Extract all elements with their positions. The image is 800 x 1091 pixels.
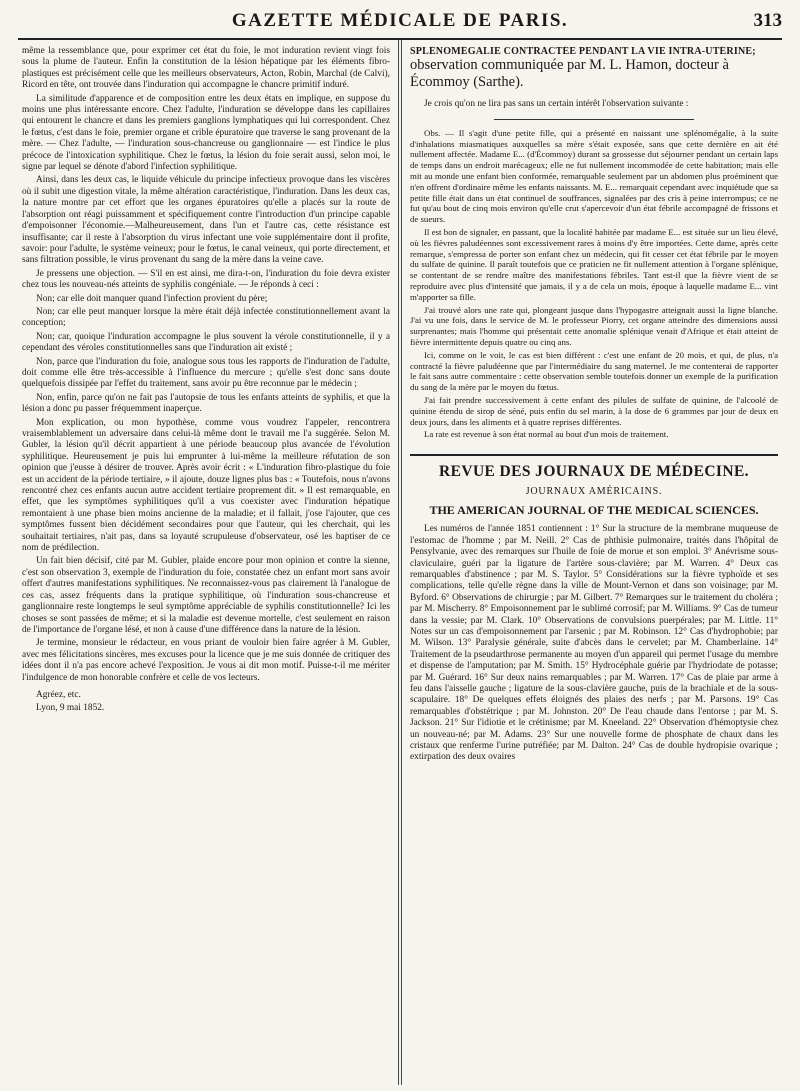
- paragraph: Ainsi, dans les deux cas, le liquide véhicule du principe infectieux provoque dans les viscères où il subit une digestion vitale, la même altération caractéristique, l'induration. Dans les deux cas, la nature montre par cet effort que les organes épuratoires qu'elle a placés sur la route de l'absorption ont réagi puissamment et spécifiquement contre l'introduction d'un principe capable d'empoisonner l'économie.—Malheureusement, dans l'un et l'autre cas, cette résistance est insuffisante; car il reste à l'absorption du virus infectant une voie supplémentaire dont il profite, savoir: pour l'adulte, le système veineux; pour le fœtus, le canal veineux, qui porte directement, et sans filtration possible, le virus provenant du sang de la mère dans la veine cave.: [22, 175, 390, 266]
- journal-name: THE AMERICAN JOURNAL OF THE MEDICAL SCIENCES.: [429, 502, 759, 517]
- page-number: 313: [753, 10, 782, 31]
- section-title: REVUE DES JOURNAUX DE MÉDECINE.: [439, 463, 749, 481]
- paragraph: La similitude d'apparence et de composition entre les deux états en implique, en suppose du moins une plus intéressante encore. Chez l'adulte, l'induration se développe dans les capillaires qui entourent le chancre et dans les premiers ganglions lymphatiques qui lui correspondent. Chez le fœtus, c'est dans le foie, premier organe et crible épuratoire que traverse le sang provenant de la mère. — Chez l'adulte, — l'induration sous-chancreuse ou ganglionnaire — est l'indice le plus précoce de l'intoxication syphilitique. Chez le fœtus, la lésion du foie serait aussi, selon moi, le signe par lequel se dénote d'abord l'infection syphilitique.: [22, 93, 390, 173]
- paragraph: Non; car elle peut manquer lorsque la mère était déjà infectée constitutionnellement avant la conception;: [22, 306, 390, 329]
- paragraph: Non, parce que l'induration du foie, analogue sous tous les rapports de l'induration de l'adulte, doit comme elle être très-accessible à l'influence du mercure ; qu'elle s'est donc sans doute quelquefois dissipée par l'effet du traitement, sans avoir pu être reconnue par le médecin ;: [22, 356, 390, 390]
- observation-author: observation communiquée par M. L. Hamon, docteur à Écommoy (Sarthe).: [410, 57, 729, 91]
- section-rule: [410, 454, 778, 456]
- column-divider: [401, 40, 402, 1085]
- separator: [494, 119, 694, 120]
- paragraph: Non; car elle doit manquer quand l'infection provient du père;: [36, 293, 268, 304]
- paragraph: Mon explication, ou mon hypothèse, comme vous voudrez l'appeler, rencontrera vraisemblablement un adversaire dans celui-là même dont le travail me l'a suggérée. Selon M. Gubler, la lésion qu'il décrit appartient à une période beaucoup plus avancée de l'évolution syphilitique. Heureusement je puis lui emprunter à lui-même la meilleure réfutation de son opinion que j'eusse à désirer de trouver. Après avoir écrit : « L'induration fibro-plastique du foie est un accident de la période tertiaire, » il ajoute, douze lignes plus bas : « Toutefois, nous n'avons rencontré chez ces enfants aucun autre accident tertiaire proprement dit. » Il est remarquable, en effet, que les symptômes syphilitiques qu'il a vus coexister avec l'induration hépatique remontaient à une phase bien moins ancienne de la maladie; et il fallait, j'ose l'ajouter, que ces symptômes fussent bien décidément secondaires pour que l'auteur, qui les cherchait, qui les souhaitait tertiaires, n'ait pas, dans sa loyauté scrupuleuse d'observateur, osé les baptiser de ce nom de prédilection.: [22, 417, 390, 554]
- paragraph: Les numéros de l'année 1851 contiennent : 1° Sur la structure de la membrane muqueuse de l'estomac de l'homme ; par M. Neill. 2° Cas de phthisie pulmonaire, traités dans l'hôpital de Pensylvanie, avec des remarques sur l'huile de foie de morue et son emploi. 3° Anévrisme sous-claviculaire, guéri par la ligature de l'artère sous-clavière; par M. Warren. 4° Deux cas remarquables d'abstinence ; par M. S. Taylor. 5° Considérations sur la fièvre typhoïde et ses complications, telle qu'elle règne dans la ville de Mount-Vernon et dans son voisinage; par M. Byford. 6° Observations de chirurgie ; par M. Gilbert. 7° Remarques sur le traitement du choléra ; par M. Mischerry. 8° Empoisonnement par le sublimé corrosif; par M. Williams. 9° Cas de tumeur dans la vessie; par M. Clark. 10° Observations de convulsions puerpérales; par M. Little. 11° Notes sur un cas d'empoisonnement par l'arsenic ; par M. Robinson. 12° Cas d'hydrophobie; par M. Wilson. 13° Paralysie générale, suite d'abcès dans le cervelet; par M. Chamberlaine. 14° Traitement de la pseudarthrose permanente au moyen d'un appareil qui permet l'usage du membre et dispense de l'amputation; par M. Smith. 15° Hydrocéphale guérie par l'hydriodate de potasse; par M. Guérard. 16° Sur deux nains remarquables ; par M. Warren. 17° Cas de plaie par arme à feu dans l'aisselle gauche ; ligature de la sous-clavière gauche, puis de la brachiale et de la sous-scapulaire. 18° De quelques effets éloignés des plaies des nerfs ; par M. Parsons. 19° Cas remarquables d'obstétrique ; par M. Johnston. 20° De l'eau chaude dans l'entorse ; par M. S. Jackson. 21° Sur l'idiotie et le crétinisme; par M. Kneeland. 22° Observation d'hémoptysie chez un nouveau-né; par M. Adams. 23° Sur une nouvelle forme de phosphate de chaux dans les cristaux que renferme l'urine putréfiée; par M. Dalton. 24° Cas de double hydropisie ovarique ; extirpation des deux ovaires: [410, 524, 778, 763]
- signature: Lyon, 9 mai 1852.: [36, 703, 105, 714]
- page-header: [18, 4, 782, 40]
- left-column: [22, 46, 390, 1083]
- observation-title: SPLÉNOMÉGALIE CONTRACTÉE PENDANT LA VIE INTRA-UTÉRINE;: [410, 46, 756, 57]
- paragraph: Non, enfin, parce qu'on ne fait pas l'autopsie de tous les enfants atteints de syphilis, et que la lésion a donc pu passer fréquemment inaperçue.: [22, 392, 390, 415]
- paragraph: J'ai trouvé alors une rate qui, plongeant jusque dans l'hypogastre atteignait aussi la ligne blanche. J'ai vu une fois, dans le service de M. le professeur Piorry, cet organe atteindre des dimensions aussi surprenantes; mais l'homme qui présentait cette anomalie splénique venait d'Afrique et était atteint de fièvre intermittente depuis quatre ou cinq ans.: [410, 304, 778, 347]
- observation-intro: Je crois qu'on ne lira pas sans un certain intérêt l'observation suivante :: [424, 99, 689, 110]
- paragraph: La rate est revenue à son état normal au bout d'un mois de traitement.: [424, 429, 669, 440]
- closing: Agréez, etc.: [36, 689, 81, 700]
- paragraph: Il est bon de signaler, en passant, que la localité habitée par madame E... est située sur un lieu élevé, où les fièvres paludéennes sont excessivement rares à moins d'y être importées. Cette dame, après cette remarque, s'empressa de porter son enfant chez un médecin, qui fit cesser cet état fébrile par le moyen du sulfate de quinine. Il paraît toutefois que ce praticien ne fit nullement attention à l'organe splénique, se contentant de se rendre maître des manifestations fébriles. Tant est-il que la fièvre vient de se reproduire avec plus d'intensité que jamais, il y a de cela un mois, époque à laquelle madame E... vint m'apporter sa fille.: [410, 226, 778, 302]
- journal-title: GAZETTE MÉDICALE DE PARIS.: [231, 10, 569, 31]
- paragraph: J'ai fait prendre successivement à cette enfant des pilules de sulfate de quinine, de l'alcoolé de quinine étendu de sirop de séné, puis enfin du sel marin, à la dose de 6 grammes par jour de deux en deux jours, dans les aliments et à quatre reprises différentes.: [410, 394, 778, 427]
- section-subtitle: JOURNAUX AMÉRICAINS.: [525, 485, 663, 497]
- paragraph: Non; car, quoique l'induration accompagne le plus souvent la vérole constitutionnelle, il y a cependant des véroles constitutionnelles sans que l'induration ait existé ;: [22, 331, 390, 354]
- paragraph: Je pressens une objection. — S'il en est ainsi, me dira-t-on, l'induration du foie devra exister chez tous les nouveau-nés atteints de syphilis congéniale. — Je réponds à ceci :: [22, 268, 390, 291]
- paragraph: Ici, comme on le voit, le cas est bien différent : c'est une enfant de 20 mois, et qui, de plus, n'a contracté la fièvre paludéenne que par l'intermédiaire du sang maternel. Je me contenterai de rapporter le fait sans autre commentaire : cette observation semble toutefois donner un exemple de la purification du sang de la mère par le moyen du fœtus.: [410, 349, 778, 393]
- paragraph: Je termine, monsieur le rédacteur, en vous priant de vouloir bien faire agréer à M. Gubler, avec mes félicitations sincères, mes excuses pour la licence que je me suis donnée de critiquer des idées dont il n'a pas encore achevé l'exposition. Je vous ai dit mon motif. Puisse-t-il me mériter l'indulgence de mon honorable confrère et celle de vos lecteurs.: [22, 638, 390, 683]
- paragraph: même la ressemblance que, pour exprimer cet état du foie, le mot induration revient vingt fois sous la plume de l'auteur. Enfin la constitution de la lésion hépatique par les éléments fibro-plastiques est précisément celle que les meilleurs observateurs, Acton, Robin, Marchal (de Calvi), Ricord en tête, ont trouvée dans l'induration qui accompagne le chancre primitif induré.: [22, 46, 390, 91]
- right-column: [410, 46, 778, 1083]
- paragraph: Un fait bien décisif, cité par M. Gubler, plaide encore pour mon opinion et contre la sienne, c'est son observation 3, exemple de l'induration du foie, constatée chez un enfant mort sans avoir offert d'autres manifestations syphilitiques. Ne reconnaissez-vous pas clairement là l'analogue de ces cas, assez fréquents dans la pratique syphilitique, où l'induration sous-chancreuse et ganglionnaire reste longtemps le seul symptôme appréciable de syphilis constitutionnelle? Ici les choses se sont passées de même; et si la maladie est devenue mortelle, c'est seulement en raison de l'importance de l'organe lésé, et non à cause d'une différence dans la nature de la lésion.: [22, 556, 390, 635]
- paragraph: Obs. — Il s'agit d'une petite fille, qui a présenté en naissant une splénomégalie, à la suite d'inhalations miasmatiques auxquelles sa mère s'était exposée, sans que cette dernière en ait été nullement affectée. Madame E... (d'Écommoy) durant sa grossesse dut séjourner pendant un certain laps de temps dans un endroit marécageux; elle ne fut nullement incommodée de cette habitation; mais elle mit au monde une enfant bien conformée, remarquable seulement par un abdomen plus proéminent que n'en offrent d'ordinaire même les enfants naissants. M. E... remarquait cependant avec inquiétude que sa petite fille était dans un état continuel de souffrances, signalées par des cris à peine interrompus; ce ne fut qu'au bout de cinq mois environ qu'elle crut s'apercevoir d'un état fébrile accompagné de frissons et de sueurs.: [410, 127, 778, 225]
- column-divider: [398, 40, 399, 1085]
